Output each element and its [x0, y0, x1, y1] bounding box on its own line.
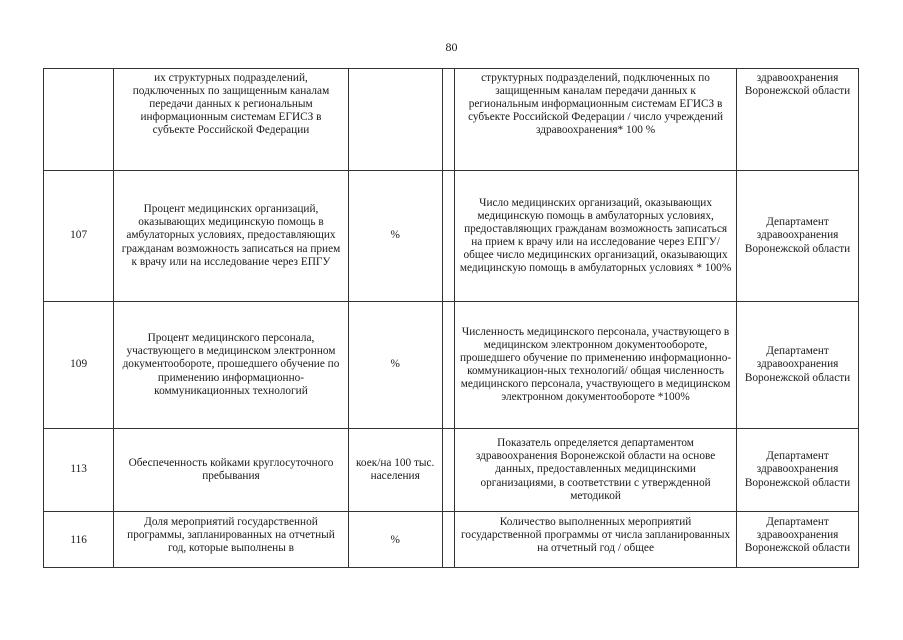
responsible-body: Департамент здравоохранения Воронежской области — [737, 302, 859, 429]
empty-cell — [442, 512, 454, 568]
responsible-body: Департамент здравоохранения Воронежской области — [737, 171, 859, 302]
indicator-name: Процент медицинского персонала, участвующего в медицинском электронном документообороте, прошедшего обучение по применению информационно-коммуникационных технологий — [114, 302, 348, 429]
calculation-method: Показатель определяется департаментом здравоохранения Воронежской области на основе данных, предоставленных медицинскими организациями, в соответствии с утвержденной методикой — [455, 429, 737, 512]
row-number: 107 — [44, 171, 114, 302]
responsible-body: Департамент здравоохранения Воронежской области — [737, 429, 859, 512]
indicators-table — [43, 68, 859, 568]
unit-cell: коек/на 100 тыс. населения — [348, 429, 442, 512]
unit-cell: % — [348, 171, 442, 302]
table-row — [44, 512, 859, 568]
indicator-name: их структурных подразделений, подключенных по защищенным каналам передачи данных к региональным информационным системам ЕГИСЗ в субъекте Российской Федерации — [114, 69, 348, 171]
row-number — [44, 69, 114, 171]
table-row — [44, 69, 859, 171]
responsible-body: здравоохранения Воронежской области — [737, 69, 859, 171]
calculation-method: Число медицинских организаций, оказывающих медицинскую помощь в амбулаторных условиях, предоставляющих гражданам возможность записаться на прием к врачу или на исследование через ЕПГУ/ общее число медицинских организаций, оказывающих медицинскую помощь в амбулаторных условиях * 100% — [455, 171, 737, 302]
table-row — [44, 171, 859, 302]
indicator-name: Доля мероприятий государственной программы, запланированных на отчетный год, которые выполнены в — [114, 512, 348, 568]
empty-cell — [442, 69, 454, 171]
empty-cell — [442, 302, 454, 429]
page-number: 80 — [445, 40, 458, 54]
calculation-method: Количество выполненных мероприятий государственной программы от числа запланированных на отчетный год / общее — [455, 512, 737, 568]
row-number: 109 — [44, 302, 114, 429]
empty-cell — [442, 171, 454, 302]
empty-cell — [442, 429, 454, 512]
indicator-name: Обеспеченность койками круглосуточного пребывания — [114, 429, 348, 512]
indicator-name: Процент медицинских организаций, оказывающих медицинскую помощь в амбулаторных условиях, предоставляющих гражданам возможность записаться на прием к врачу или на исследование через ЕПГУ — [114, 171, 348, 302]
calculation-method: структурных подразделений, подключенных по защищенным каналам передачи данных к региональным информационным системам ЕГИСЗ в субъекте Российской Федерации / число учреждений здравоохранения* 100 % — [455, 69, 737, 171]
unit-cell: % — [348, 512, 442, 568]
table-row — [44, 429, 859, 512]
responsible-body: Департамент здравоохранения Воронежской области — [737, 512, 859, 568]
row-number: 113 — [44, 429, 114, 512]
calculation-method: Численность медицинского персонала, участвующего в медицинском электронном документообороте, прошедшего обучение по применению информационно-коммуникацион-ных технологий/ общая численность медицинского персонала, участвующего в медицинском электронном документообороте *100% — [455, 302, 737, 429]
unit-cell — [348, 69, 442, 171]
row-number: 116 — [44, 512, 114, 568]
table-row — [44, 302, 859, 429]
unit-cell: % — [348, 302, 442, 429]
